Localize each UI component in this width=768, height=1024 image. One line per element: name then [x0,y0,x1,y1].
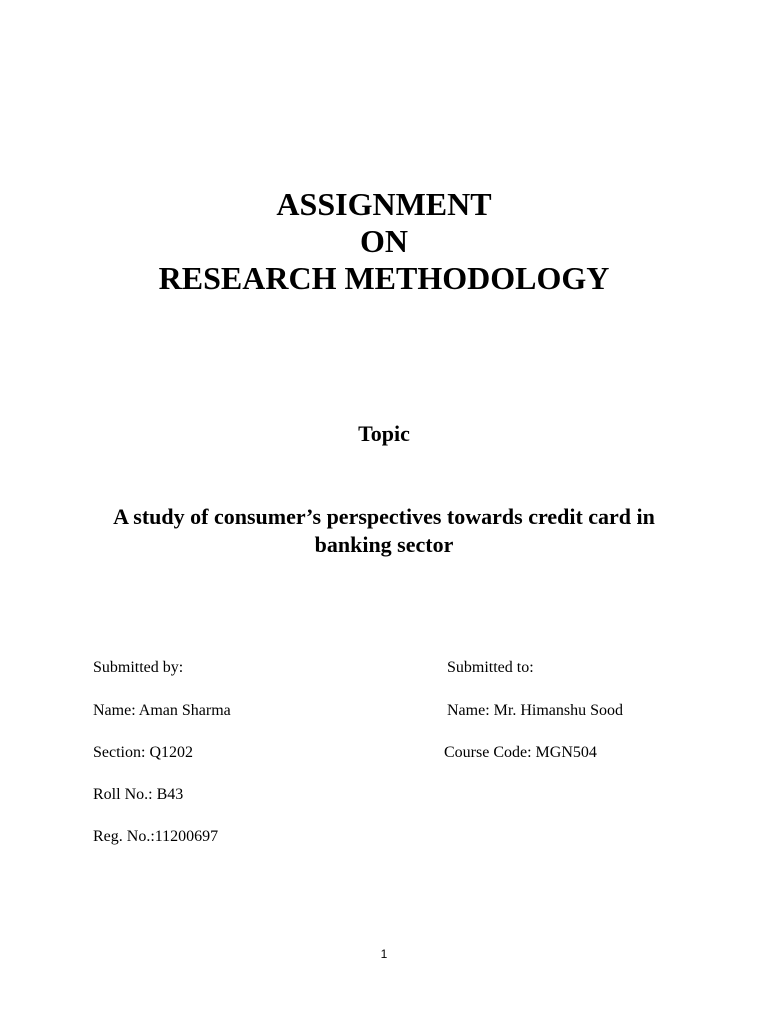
student-name: Name: Aman Sharma [93,702,231,719]
submitted-to-heading: Submitted to: [447,659,534,676]
student-section: Section: Q1202 [93,744,193,761]
title-line-subject: RESEARCH METHODOLOGY [158,260,610,296]
title-line-on: ON [360,223,408,259]
topic-text: A study of consumer’s perspectives towards credit card in banking sector [113,504,655,557]
course-code: Course Code: MGN504 [444,744,597,761]
registration-number: Reg. No.:11200697 [93,828,219,845]
page-number: 1 [380,947,388,961]
assignment-title [0,186,768,297]
submitted-by-heading: Submitted by: [93,659,184,676]
roll-number: Roll No.: B43 [93,786,184,803]
topic-label: Topic [358,421,410,446]
faculty-name: Name: Mr. Himanshu Sood [447,702,623,719]
title-line-assignment: ASSIGNMENT [276,186,492,222]
